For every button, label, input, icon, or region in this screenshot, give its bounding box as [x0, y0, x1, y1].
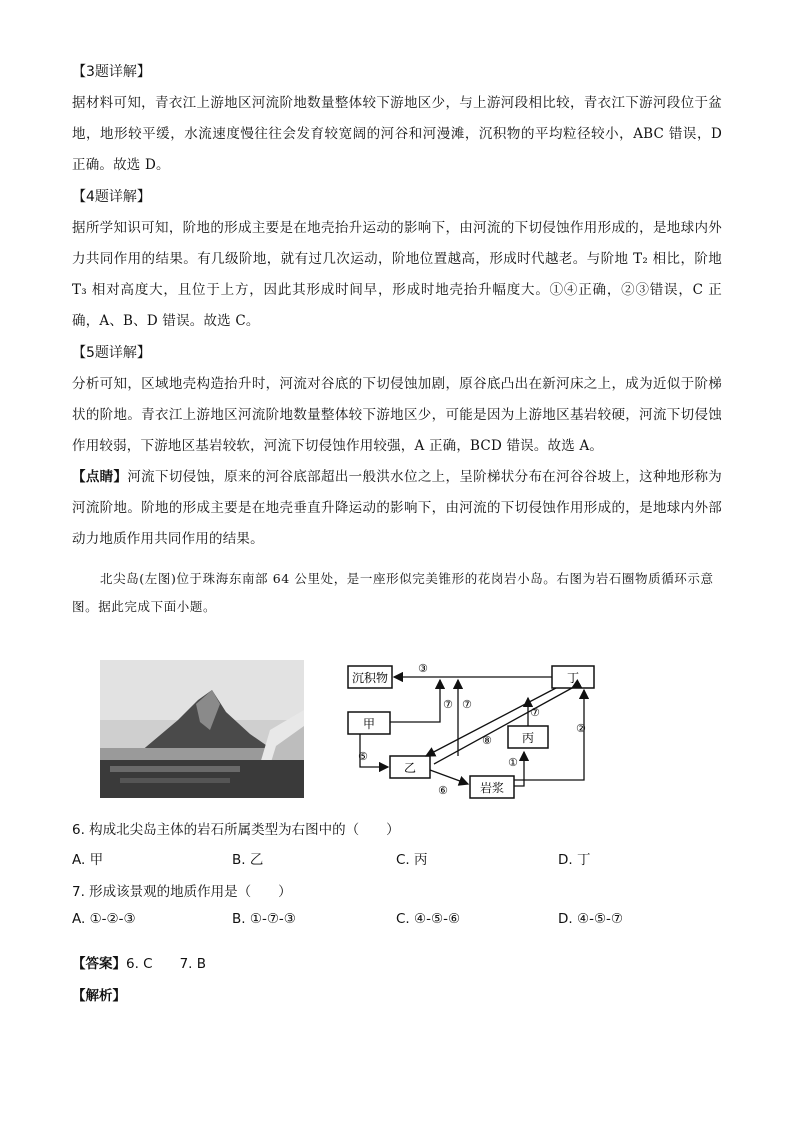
option-d[interactable]: D. 丁 — [558, 852, 591, 868]
analysis-label: 【解析】 — [72, 988, 126, 1004]
figures — [100, 660, 620, 800]
magma-label: 岩浆 — [479, 781, 505, 795]
explanation-body — [72, 62, 722, 621]
question-7: 7. 形成该景观的地质作用是（ ） — [72, 884, 292, 900]
arrow-7c-label: ⑦ — [530, 706, 540, 719]
section-q4 — [72, 187, 722, 337]
sediment-label: 沉积物 — [351, 671, 389, 685]
answer-text: 6. C 7. B — [126, 956, 207, 972]
arrow-7a-label: ⑦ — [443, 698, 453, 711]
rock-cycle-diagram — [346, 660, 606, 800]
question-6: 6. 构成北尖岛主体的岩石所属类型为右图中的（ ） — [72, 822, 400, 838]
ding-label: 丁 — [566, 671, 580, 685]
question-intro: 北尖岛(左图)位于珠海东南部 64 公里处，是一座形似完美锥形的花岗岩小岛。右图为岩石圈物质循环示意图。据此完成下面小题。 — [72, 571, 714, 614]
key-point-note — [72, 462, 722, 555]
section-text: 据所学知识可知，阶地的形成主要是在地壳抬升运动的影响下，由河流的下切侵蚀作用形成的，是地球内外力共同作用的结果。有几级阶地，就有过几次运动，阶地位置越高，形成时代越老。与阶地 T₂ 相比，阶地 T₃ 相对高度大，且位于上方，因此其形成时间早，形成时地壳抬升幅度大。①④正确，②③错误，C 正确，A、B、D 错误。故选 C。 — [72, 220, 722, 329]
arrow-2-label: ② — [576, 722, 586, 735]
option-c[interactable]: C. ④-⑤-⑥ — [396, 911, 461, 927]
arrow-5-label: ⑤ — [358, 750, 368, 763]
jia-label: 甲 — [362, 717, 376, 731]
arrow-8-label: ⑧ — [482, 734, 492, 747]
section-title: 【4题详解】 — [72, 189, 151, 205]
option-b[interactable]: B. 乙 — [232, 852, 264, 868]
section-q3 — [72, 62, 722, 181]
option-c[interactable]: C. 丙 — [396, 852, 428, 868]
note-text: 河流下切侵蚀，原来的河谷底部超出一般洪水位之上，呈阶梯状分布在河谷谷坡上，这种地形称为河流阶地。阶地的形成主要是在地壳垂直升降运动的影响下，由河流的下切侵蚀作用形成的，是地球内外部动力地质作用共同作用的结果。 — [72, 469, 722, 547]
question-6-options — [72, 848, 722, 868]
answer-line — [72, 952, 206, 972]
section-text: 分析可知，区域地壳构造抬升时，河流对谷底的下切侵蚀加剧，原谷底凸出在新河床之上，成为近似于阶梯状的阶地。青衣江上游地区河流阶地数量整体较下游地区少，可能是因为上游地区基岩较硬，河流下切侵蚀作用较弱，下游地区基岩较软，河流下切侵蚀作用较强，A 正确，BCD 错误。故选 A。 — [72, 376, 722, 454]
island-picture — [100, 660, 304, 798]
question-7-options — [72, 911, 722, 931]
section-title: 【3题详解】 — [72, 64, 151, 80]
arrow-1-label: ① — [508, 756, 518, 769]
section-title: 【5题详解】 — [72, 345, 151, 361]
option-d[interactable]: D. ④-⑤-⑦ — [558, 911, 624, 927]
yi-label: 乙 — [403, 761, 417, 775]
arrow-7b-label: ⑦ — [462, 698, 472, 711]
option-a[interactable]: A. 甲 — [72, 852, 104, 868]
option-b[interactable]: B. ①-⑦-③ — [232, 911, 296, 927]
note-label: 【点睛】 — [72, 469, 128, 485]
answer-label: 【答案】 — [72, 956, 126, 972]
island-photo — [100, 660, 304, 798]
section-text: 据材料可知，青衣江上游地区河流阶地数量整体较下游地区少，与上游河段相比较，青衣江下游河段位于盆地，地形较平缓，水流速度慢往往会发育较宽阔的河谷和河漫滩，沉积物的平均粒径较小，ABC 错误，D 正确。故选 D。 — [72, 95, 722, 173]
section-q5 — [72, 343, 722, 462]
arrow-6-label: ⑥ — [438, 784, 448, 797]
option-a[interactable]: A. ①-②-③ — [72, 911, 136, 927]
arrow-3-label: ③ — [418, 662, 428, 675]
bing-label: 丙 — [521, 731, 535, 745]
